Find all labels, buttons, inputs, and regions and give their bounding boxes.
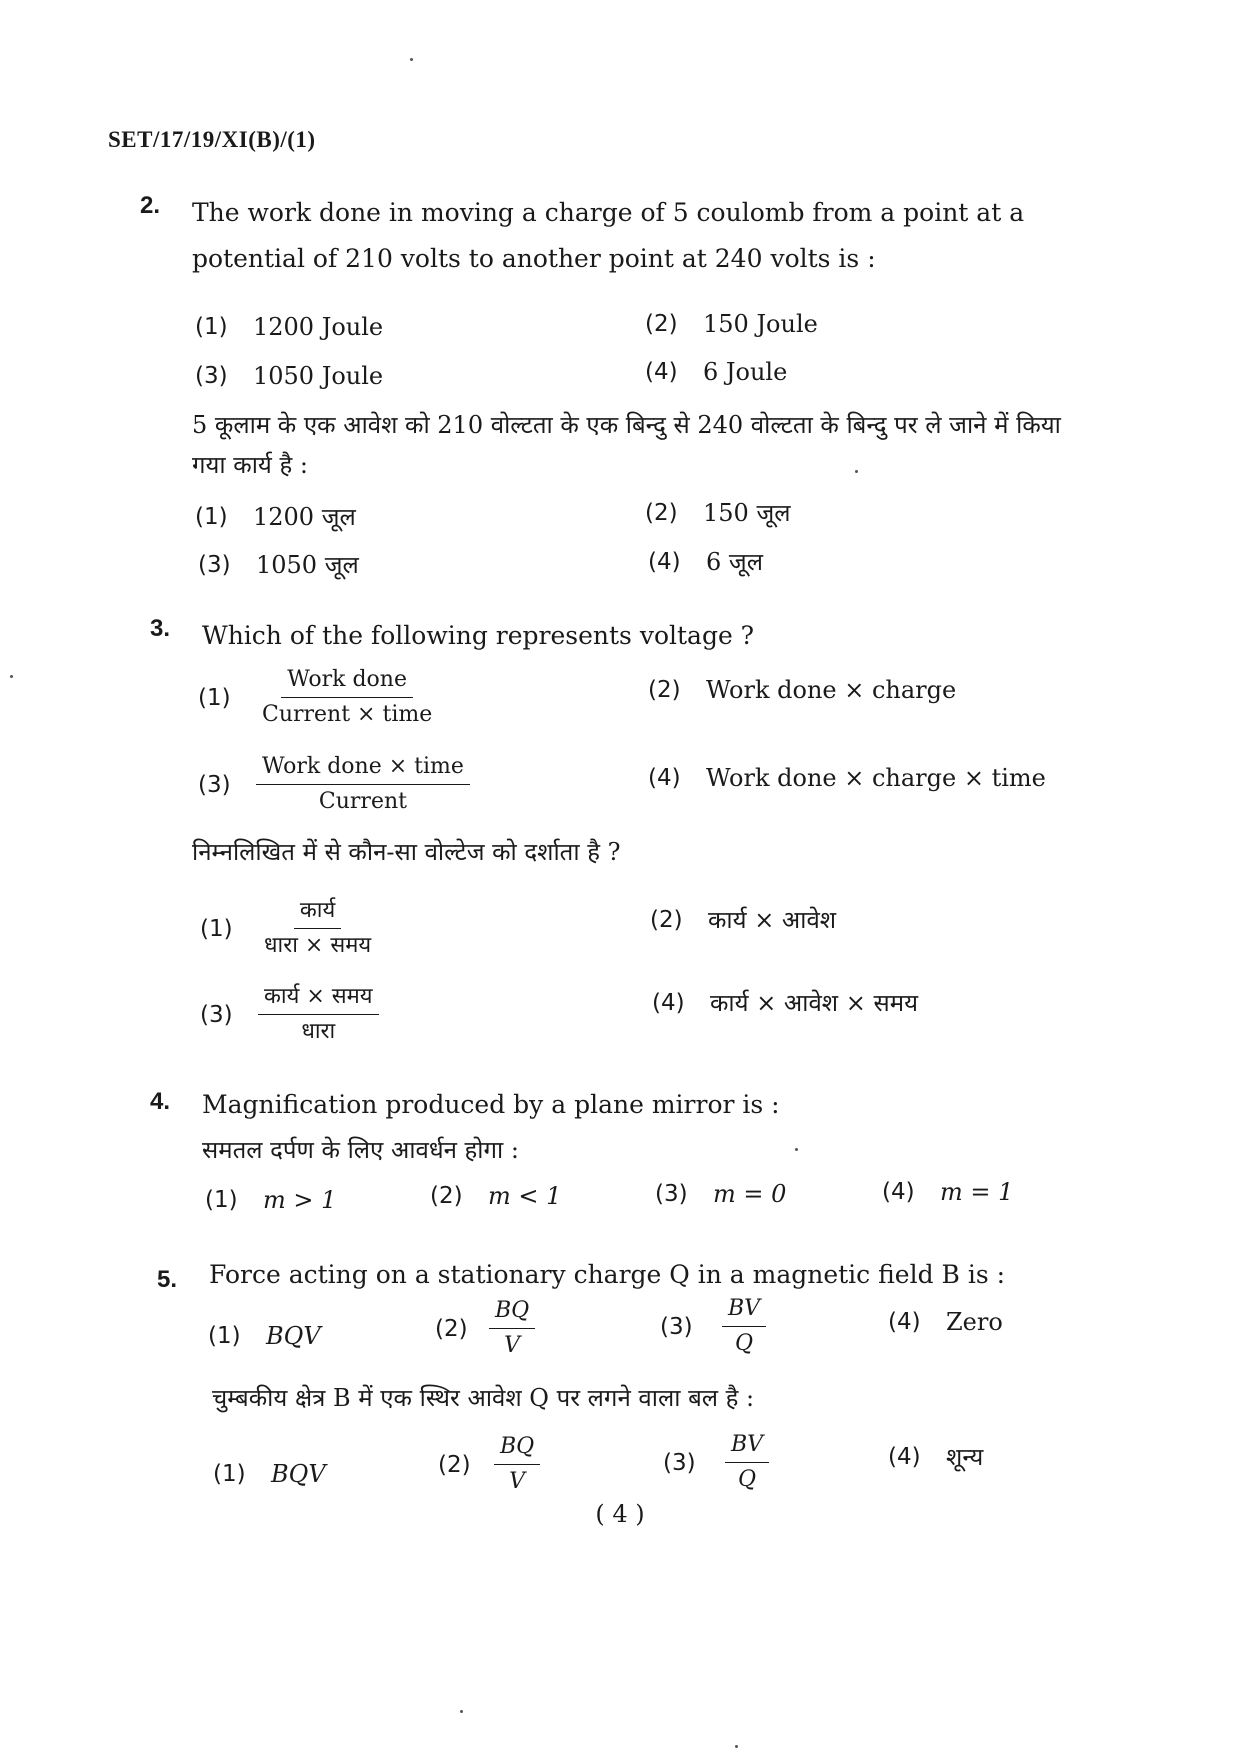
option-1: (1) 1200 Joule (195, 313, 384, 341)
hindi-option-2: (2) $\frac{BQ}{V}$ (438, 1432, 540, 1497)
fraction: $\frac{BQ}{V}$ (489, 1296, 535, 1361)
question-number: 5. (157, 1266, 178, 1293)
fraction: $\frac{BV}{Q}$ (722, 1294, 766, 1359)
option-3: (3) $\frac{BV}{Q}$ (660, 1294, 766, 1359)
hindi-option-3: (3) $\frac{\text{कार्य × समय}}{\text{धारा}}$ (200, 982, 379, 1047)
option-2: (2) m < 1 (430, 1182, 562, 1210)
option-1: (1) BQV (208, 1322, 321, 1350)
question-4-hindi (202, 1130, 1002, 1170)
fraction: $\frac{BV}{Q}$ (725, 1430, 769, 1495)
question-text-hi: 5 कूलाम के एक आवेश को 210 वोल्टता के एक बिन्दु से 240 वोल्टता के बिन्दु पर ले जाने में किया गया कार्य है : (192, 411, 1061, 479)
option-4: (4) Zero (888, 1308, 1003, 1336)
hindi-option-4: (4) 6 जूल (648, 548, 763, 576)
scan-speck (795, 1148, 798, 1151)
hindi-option-2: (2) कार्य × आवेश (650, 906, 837, 934)
question-2-hindi (192, 405, 1092, 485)
hindi-option-2: (2) 150 जूल (645, 499, 791, 527)
option-4: (4) m = 1 (882, 1178, 1014, 1206)
question-text-hi: चुम्बकीय क्षेत्र B में एक स्थिर आवेश Q पर लगने वाला बल है : (212, 1384, 755, 1412)
scan-speck (10, 675, 13, 678)
question-text-hi: समतल दर्पण के लिए आवर्धन होगा : (202, 1136, 519, 1164)
fraction: $\frac{\text{Work done}}{\text{Current × time}}$ (262, 667, 433, 727)
option-3: (3) $\frac{\text{Work done × time}}{\text{Current}}$ (198, 752, 470, 817)
option-2: (2) $\frac{BQ}{V}$ (435, 1296, 535, 1361)
question-5-hindi (212, 1378, 1092, 1418)
hindi-option-3: (3) $\frac{BV}{Q}$ (663, 1430, 769, 1495)
scan-speck (735, 1745, 738, 1748)
fraction: $\frac{\text{Work done × time}}{\text{Current}}$ (256, 752, 470, 817)
question-2 (140, 190, 1100, 282)
fraction: $\frac{\text{कार्य × समय}}{\text{धारा}}$ (258, 982, 379, 1047)
question-4 (150, 1082, 1110, 1128)
hindi-option-1: (1) BQV (213, 1460, 326, 1488)
hindi-option-3: (3) 1050 जूल (198, 551, 359, 579)
option-2: (2) 150 Joule (645, 310, 818, 338)
question-5 (157, 1252, 1117, 1298)
question-text-hi: निम्नलिखित में से कौन-सा वोल्टेज को दर्शाता है ? (192, 838, 621, 866)
question-3 (150, 613, 1110, 659)
question-number: 4. (150, 1088, 171, 1115)
option-2: (2) Work done × charge (648, 676, 957, 704)
scan-speck (855, 470, 858, 473)
fraction: $\frac{BQ}{V}$ (494, 1432, 540, 1497)
scan-speck (410, 58, 413, 61)
question-number: 3. (150, 615, 171, 642)
question-number: 2. (140, 192, 161, 219)
option-1: (1) $\frac{\text{Work done}}{\text{Current × time}}$ (198, 665, 438, 730)
option-4: (4) Work done × charge × time (648, 764, 1046, 792)
hindi-option-4: (4) शून्य (888, 1443, 984, 1471)
question-text-en: Magnification produced by a plane mirror is : (202, 1090, 780, 1119)
question-text-en: Which of the following represents voltage ? (202, 621, 755, 650)
option-1: (1) m > 1 (205, 1186, 337, 1214)
question-3-hindi (192, 832, 1092, 872)
option-3: (3) 1050 Joule (195, 362, 384, 390)
paper-code: SET/17/19/XI(B)/(1) (108, 127, 316, 152)
question-text-en: The work done in moving a charge of 5 coulomb from a point at a potential of 210 volts to another point at 240 volts is : (192, 198, 1025, 273)
hindi-option-1: (1) $\frac{\text{कार्य}}{\text{धारा × समय}}$ (200, 896, 377, 961)
option-4: (4) 6 Joule (645, 358, 788, 386)
page-number: ( 4 ) (595, 1500, 645, 1528)
scan-speck (460, 1710, 463, 1713)
question-text-en: Force acting on a stationary charge Q in a magnetic field B is : (209, 1260, 1006, 1289)
hindi-option-4: (4) कार्य × आवेश × समय (652, 989, 918, 1017)
option-3: (3) m = 0 (655, 1180, 787, 1208)
fraction: $\frac{\text{कार्य}}{\text{धारा × समय}}$ (264, 898, 372, 958)
hindi-option-1: (1) 1200 जूल (195, 503, 356, 531)
